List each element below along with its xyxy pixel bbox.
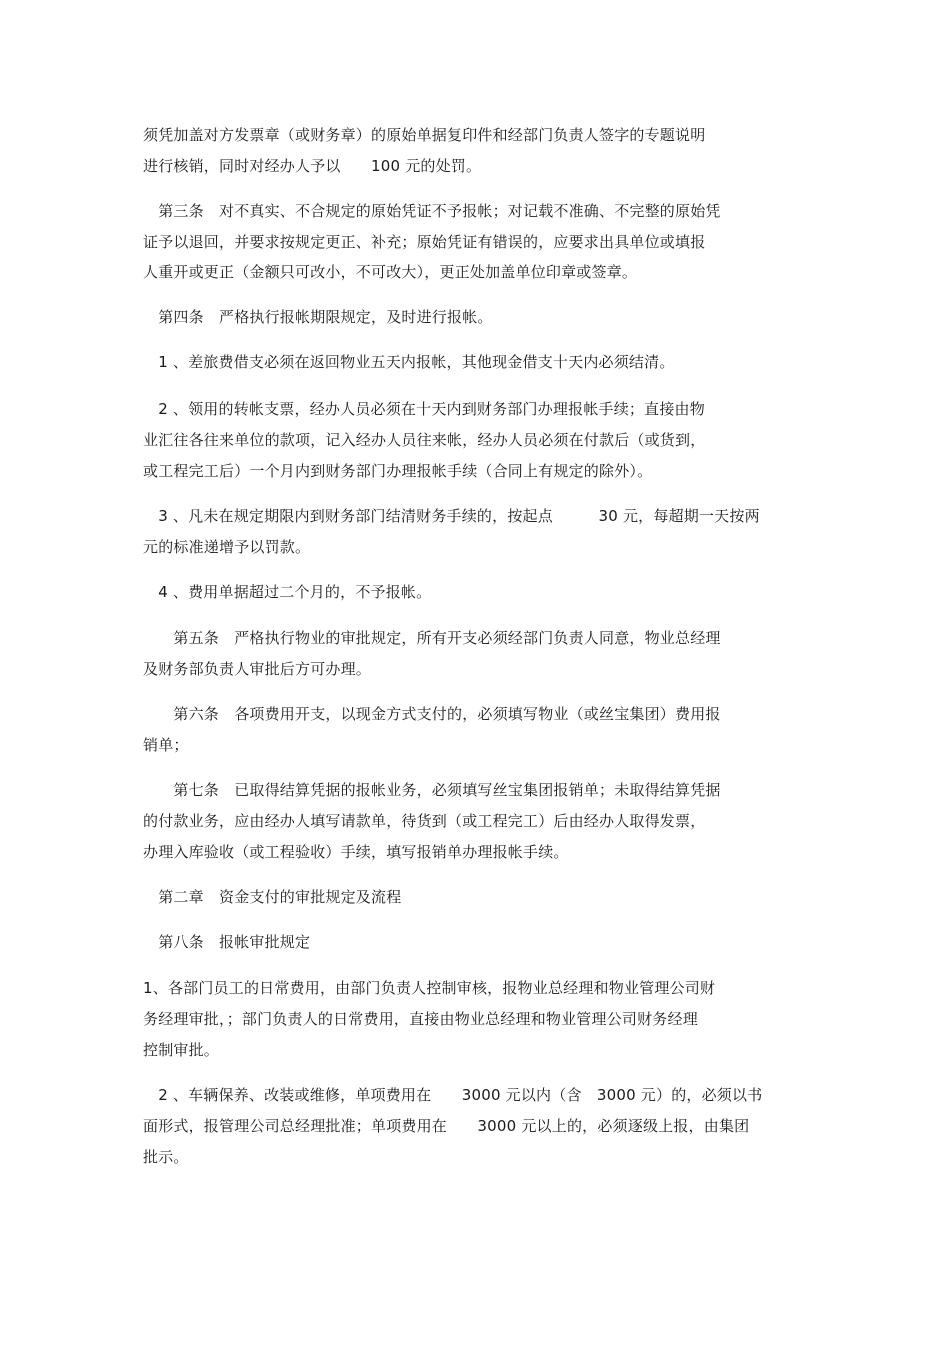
paragraph-line: 进行核销，同时对经办人予以 100 元的处罚。: [143, 157, 482, 175]
paragraph-line: 批示。: [143, 1148, 189, 1166]
paragraph-line: 业汇往各往来单位的款项，记入经办人员往来帐，经办人员必须在付款后（或货到，: [143, 431, 706, 449]
paragraph-line: 元的标准递增予以罚款。: [143, 538, 311, 556]
paragraph-line: 或工程完工后）一个月内到财务部门办理报帐手续（合同上有规定的除外）。: [143, 462, 653, 480]
paragraph-line: 办理入库验收（或工程验收）手续，填写报销单办理报帐手续。: [143, 843, 569, 861]
paragraph-line: 面形式，报管理公司总经理批准；单项费用在 3000 元以上的，必须逐级上报，由集团: [143, 1117, 750, 1135]
paragraph-line: 证予以退回，并要求按规定更正、补充；原始凭证有错误的，应要求出具单位或填报: [143, 233, 706, 251]
article-heading: 第八条 报帐审批规定: [143, 933, 311, 951]
paragraph-line: 第五条 严格执行物业的审批规定，所有开支必须经部门负责人同意，物业总经理: [143, 629, 721, 647]
paragraph-line: 2 、车辆保养、改装或维修，单项费用在 3000 元以内（含 3000 元）的，必须以书: [143, 1086, 763, 1104]
paragraph-line: 1、各部门员工的日常费用，由部门负责人控制审核，报物业总经理和物业管理公司财: [143, 979, 716, 997]
paragraph-line: 第三条 对不真实、不合规定的原始凭证不予报帐；对记载不准确、不完整的原始凭: [143, 202, 721, 220]
paragraph-line: 3 、凡未在规定期限内到财务部门结清财务手续的，按起点 30 元，每超期一天按两: [143, 507, 760, 525]
paragraph-line: 的付款业务，应由经办人填写请款单，待货到（或工程完工）后由经办人取得发票，: [143, 812, 706, 830]
paragraph-line: 第四条 严格执行报帐期限规定，及时进行报帐。: [143, 308, 493, 326]
paragraph-line: 人重开或更正（金额只可改小，不可改大），更正处加盖单位印章或签章。: [143, 263, 638, 281]
paragraph-line: 销单；: [143, 736, 189, 754]
paragraph-line: 4 、费用单据超过二个月的，不予报帐。: [143, 583, 432, 601]
paragraph-line: 须凭加盖对方发票章（或财务章）的原始单据复印件和经部门负责人签字的专题说明: [143, 126, 706, 144]
paragraph-line: 控制审批。: [143, 1041, 220, 1059]
paragraph-line: 及财务部负责人审批后方可办理。: [143, 660, 372, 678]
paragraph-line: 务经理审批，；部门负责人的日常费用，直接由物业总经理和物业管理公司财务经理: [143, 1010, 698, 1028]
paragraph-line: 1 、差旅费借支必须在返回物业五天内报帐，其他现金借支十天内必须结清。: [143, 353, 675, 371]
paragraph-line: 第七条 已取得结算凭据的报帐业务，必须填写丝宝集团报销单；未取得结算凭据: [143, 781, 721, 799]
chapter-heading: 第二章 资金支付的审批规定及流程: [143, 888, 402, 906]
paragraph-line: 第六条 各项费用开支，以现金方式支付的，必须填写物业（或丝宝集团）费用报: [143, 705, 721, 723]
paragraph-line: 2 、领用的转帐支票，经办人员必须在十天内到财务部门办理报帐手续；直接由物: [143, 400, 705, 418]
